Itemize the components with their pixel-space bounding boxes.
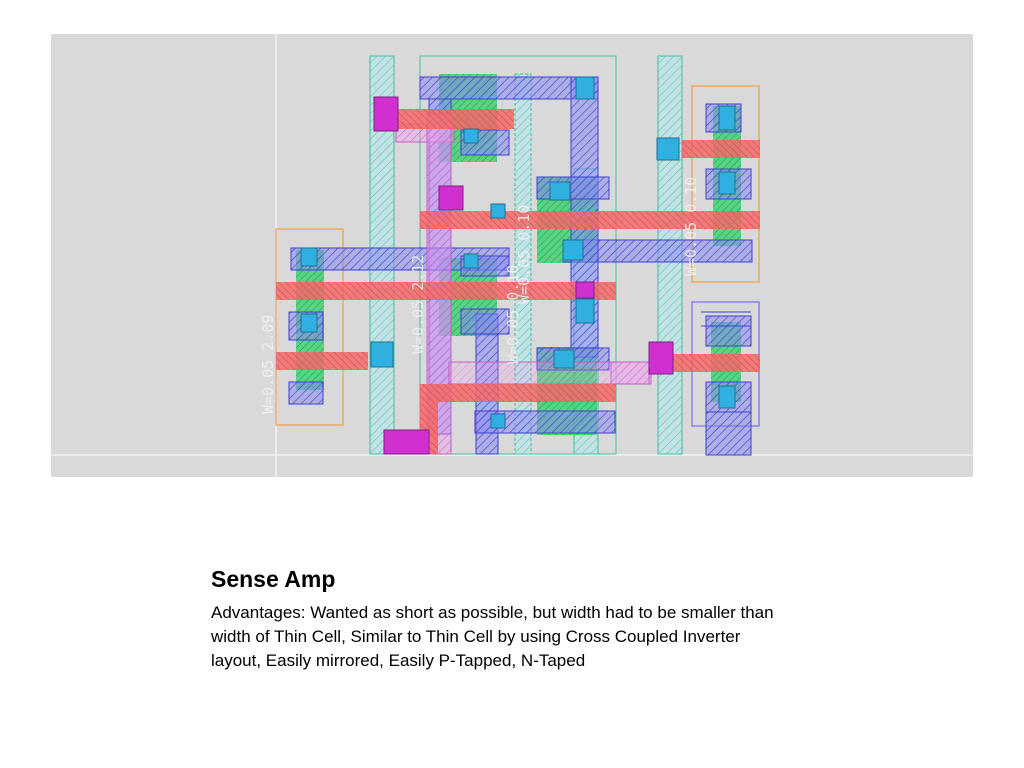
layout-canvas — [51, 34, 973, 477]
slide-title: Sense Amp — [211, 566, 336, 592]
svg-text:W=0.05 0.10: W=0.05 0.10 — [682, 176, 700, 276]
layout-viewport — [51, 34, 973, 477]
svg-text:W=0.05 0.10: W=0.05 0.10 — [515, 204, 533, 304]
slide-caption — [211, 563, 811, 673]
slide-description: Advantages: Wanted as short as possible, but width had to be smaller than width of Thin Cell, Similar to Thin Cell by using Cross Coupled Inverter layout, Easily mirrored, Easily P-Tapped, N-Taped — [211, 603, 774, 670]
svg-text:W=0.05 0.10: W=0.05 0.10 — [504, 264, 522, 364]
svg-text:W=0.05 2.12: W=0.05 2.12 — [409, 254, 427, 354]
svg-text:W=0.05 2.09: W=0.05 2.09 — [259, 314, 277, 414]
